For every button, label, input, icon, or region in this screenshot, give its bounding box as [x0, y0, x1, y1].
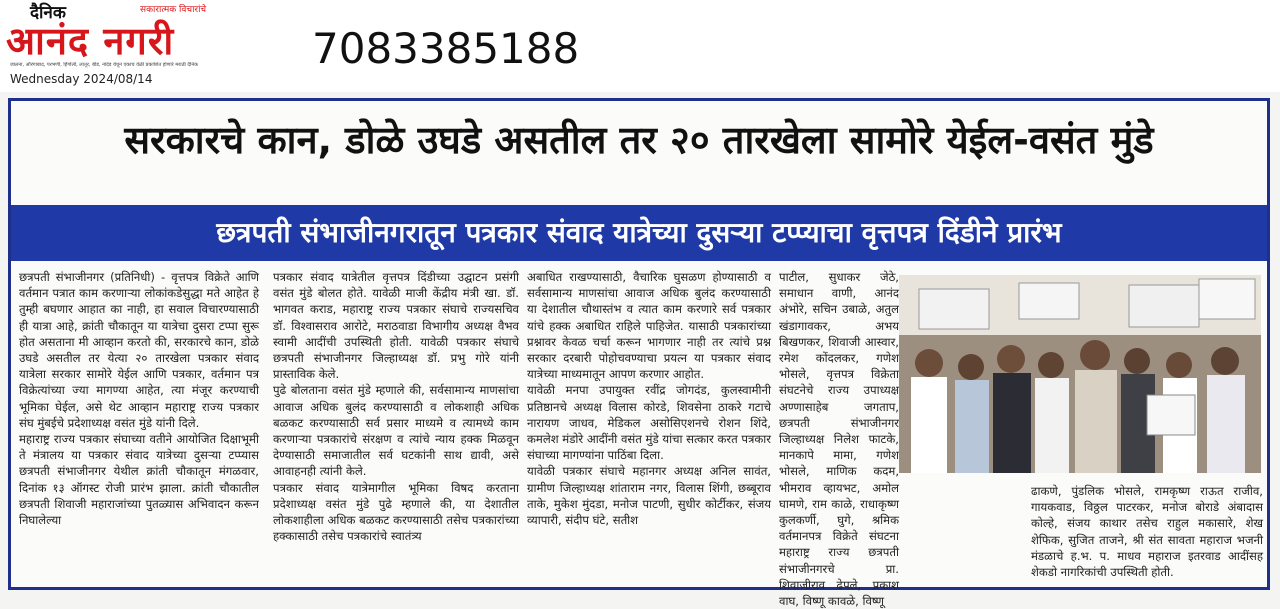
crowd-photo-illustration	[899, 275, 1261, 473]
article-subheadline: छत्रपती संभाजीनगरातून पत्रकार संवाद यात्रेच्या दुसऱ्या टप्प्याचा वृत्तपत्र दिंडीने प्रारंभ	[216, 216, 1062, 249]
article-column-4	[779, 269, 899, 609]
brand-tagline: सकारात्मक विचारांचे	[140, 5, 207, 15]
edition-subline: जालना, औरंगाबाद, परभणी, हिंगोली, लातूर, बीड, नांदेड येथून एकाच वेळी प्रकाशित होणारे मराठी दैनिक	[10, 62, 198, 68]
edition-date: Wednesday 2024/08/14	[10, 72, 153, 86]
event-photo	[899, 275, 1261, 473]
paragraph: यावेळी पत्रकार संघाचे महानगर अध्यक्ष अनिल सावंत, ग्रामीण जिल्हाध्यक्ष शांताराम नगर, विलास शिंगी, छब्बूराव ताके, मुकेश मुंदडा, मनोज पाटणी, सुधीर कोर्टीकर, संजय व्यापारी, संदीप घंटे, सतीश	[527, 464, 771, 528]
subheadline-band	[11, 205, 1267, 261]
paragraph: यावेळी मनपा उपायुक्त रवींद्र जोगदंड, कुलस्वामीनी प्रतिष्ठानचे अध्यक्ष विलास कोरडे, शिवसेना ठाकरे गटाचे नारायण जाधव, मेडिकल असोसिएशनचे रोशन शिंदे, कमलेश मंडोरे आदींनी वसंत मुंडे यांचा सत्कार करत पत्रकार संघाच्या मागण्यांना पाठिंबा दिला.	[527, 383, 772, 463]
paragraph: पुढे बोलताना वसंत मुंडे म्हणाले की, सर्वसामान्य माणसांचा आवाज अधिक बुलंद करण्यासाठी व लोकशाही अधिक बळकट करण्यासाठी सर्व प्रसार माध्यमे व त्यामध्ये काम करणाऱ्या पत्रकारांचे संरक्षण व त्यांचे न्याय हक्क मिळवून देण्यासाठी समाजातील सर्व घटकांनी साथ द्यावी, असे आवाहनही त्यांनी केले.	[273, 383, 519, 479]
paragraph: अबाधित राखण्यासाठी, वैचारिक घुसळण होण्यासाठी व सर्वसामान्य माणसांचा आवाज अधिक बुलंद करण्यासाठी या देशातील चौथास्तंभ व त्यात काम करणारे सर्व पत्रकार यांचे हक्क अबाधित राहिले पाहिजेत. यासाठी पत्रकारांच्या प्रश्नावर केवळ चर्चा करून भागणार नाही तर त्यांचे प्रश्न सरकार दरबारी पोहोचवण्याचा प्रयत्न या पत्रकार संवाद यात्रेच्या माध्यमातून आपण करणार आहोत.	[527, 270, 771, 382]
paragraph: पत्रकार संवाद यात्रेमागील भूमिका विषद करताना प्रदेशाध्यक्ष वसंत मुंडे पुढे म्हणाले की, या देशातील लोकशाहीला अधिक बळकट करण्यासाठी तसेच पत्रकारांच्या हक्कासाठी तसेच पत्रकारांचे स्वातंत्र्य	[273, 480, 519, 544]
article-column-2	[273, 269, 519, 544]
brand-prefix: दैनिक	[30, 3, 66, 23]
paragraph: महाराष्ट्र राज्य पत्रकार संघाच्या वतीने आयोजित दिक्षाभूमी ते मंत्रालय या पत्रकार संवाद यात्रेच्या दुसऱ्या टप्प्यास छत्रपती संभाजीनगर येथील क्रांती चौकातून मंगळवार, दिनांक १३ ऑगस्ट रोजी प्रारंभ झाला. क्रांती चौकातील छत्रपती शिवाजी महाराजांच्या पुतळ्यास अभिवादन करून निघालेल्या	[19, 432, 259, 528]
masthead	[0, 0, 1280, 92]
newspaper-logo: आनंद नगरी	[6, 19, 175, 63]
article-column-1	[19, 269, 259, 528]
paragraph: छत्रपती संभाजीनगर (प्रतिनिधी) - वृत्तपत्र विक्रेते आणि वर्तमान पत्रात काम करणाऱ्या लोकांकडेसुद्धा मते आहेत हे तुम्ही बघणार आहात का नाही, हा सवाल विचारण्यासाठी ही यात्रा आहे, क्रांती चौकातून या यात्रेचा दुसरा टप्पा सुरू होत असताना मी आव्हान करतो की, सरकारचे कान, डोळे उघडे असतील तर येत्या २० तारखेला पत्रकार संवाद यात्रेला सरकार सामोरे येईल आणि पत्रकार, वर्तमान पत्र विक्रेत्यांच्या ज्या मागण्या आहेत, त्या मंजूर करण्याची भूमिका घेईल, असे थेट आव्हान महाराष्ट्र राज्य पत्रकार संघ मुंबईचे प्रदेशाध्यक्ष वसंत मुंडे यांनी दिले.	[19, 270, 259, 430]
contact-phone: 7083385188	[312, 24, 580, 73]
article-continuation	[1031, 483, 1263, 580]
article-headline: सरकारचे कान, डोळे उघडे असतील तर २० तारखेला सामोरे येईल-वसंत मुंडे	[124, 118, 1154, 162]
paragraph: ढाकणे, पुंडलिक भोसले, रामकृष्ण राऊत राजीव, गायकवाड, विठ्ठल पाटरकर, मनोज बोराडे अंबादास कोल्हे, संजय काथार तसेच राहुल मकासारे, शेख शेफिक, सुजित ताजने, श्री संत सावता महाराज भजनी मंडळाचे ह.भ. प. माधव महाराज इतरवाड आदींसह शेकडो नागरिकांची उपस्थिती होती.	[1031, 484, 1263, 580]
paragraph: पत्रकार संवाद यात्रेतील वृत्तपत्र दिंडीच्या उद्घाटन प्रसंगी वसंत मुंडे बोलत होते. यावेळी माजी केंद्रीय मंत्री खा. डॉ. भागवत कराड, महाराष्ट्र राज्य पत्रकार संघाचे राज्यसचिव डॉ. विश्वासराव आरोटे, मराठवाडा विभागीय अध्यक्ष वैभव स्वामी आदींची उपस्थिती होती. यावेळी पत्रकार संघाचे छत्रपती संभाजीनगर जिल्हाध्यक्ष डॉ. प्रभु गोरे यांनी प्रास्ताविक केले.	[273, 270, 519, 382]
paragraph: पाटील, सुधाकर जेठे, समाधान वाणी, आनंद अंभोरे, सचिन उबाळे, अतुल खंडागावकर, अभय बिखणकर, शिवाजी आस्वार, रमेश कोंदलकर, गणेश भोसले, वृत्तपत्र विक्रेता संघटनेचे राज्य उपाध्यक्ष अण्णासाहेब जगताप, छत्रपती संभाजीनगर जिल्हाध्यक्ष निलेश फाटके, मानकापे मामा, गणेश भोसले, माणिक कदम, भीमराव व्हायभट, अमोल घामणे, राम काळे, राधाकृष्ण कुलकर्णी, घुगे, श्रमिक वर्तमानपत्र विक्रेते संघटना महाराष्ट्र राज्य छत्रपती संभाजीनगरचे प्रा. शिवाजीराव ढेपले, प्रकाश वाघ, विष्णू कावळे, विष्णू	[779, 270, 899, 609]
article-column-3	[527, 269, 771, 528]
article-frame	[8, 98, 1270, 609]
